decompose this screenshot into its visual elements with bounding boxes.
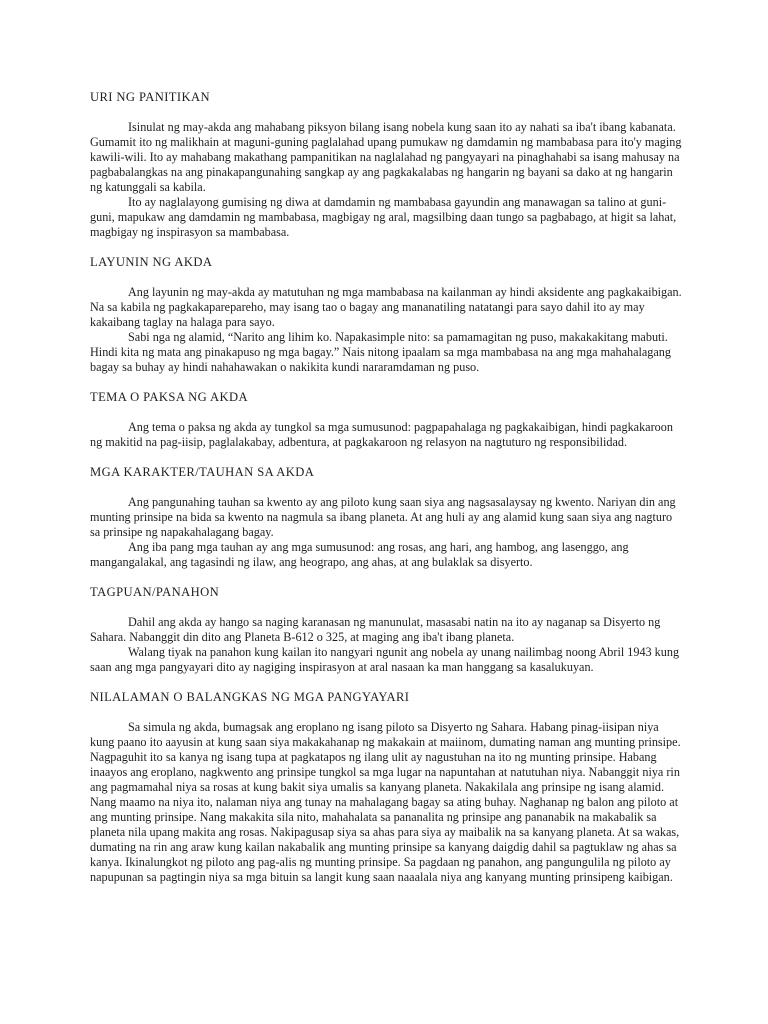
section-heading: URI NG PANITIKAN [90,90,210,104]
document-section [90,390,683,450]
paragraph: Sabi nga ng alamid, “Narito ang lihim ko. Napakasimple nito: sa pamamagitan ng puso, makakakitang mabuti. Hindi kita ng mata ang pinakapuso ng mga bagay.” Nais nitong ipaalam sa mga mambabasa na ang mga mahahalagang bagay sa buhay ay hindi nahahawakan o nakikita kundi nararamdaman ng puso. [90,330,671,374]
paragraph: Ang pangunahing tauhan sa kwento ay ang piloto kung saan siya ang nagsasalaysay ng kwento. Nariyan din ang munting prinsipe na bida sa kwento na nagmula sa ibang planeta. At ang huli ay ang alamid kung saan siya ang nagturo sa prinsipe ng napakahalagang bagay. [90,495,676,539]
section-heading: TEMA O PAKSA NG AKDA [90,390,248,404]
paragraph: Dahil ang akda ay hango sa naging karanasan ng manunulat, masasabi natin na ito ay naganap sa Disyerto ng Sahara. Nabanggit din dito ang Planeta B-612 o 325, at maging ang iba't ibang planeta. [90,615,661,644]
section-heading: MGA KARAKTER/TAUHAN SA AKDA [90,465,315,479]
document-section [90,690,683,885]
document-section [90,90,683,240]
document-section [90,585,683,675]
paragraph: Sa simula ng akda, bumagsak ang eroplano ng isang piloto sa Disyerto ng Sahara. Habang pinag-iisipan niya kung paano ito aayusin at kung saan siya makakahanap ng makakain at maiinom, dumating naman ang munting prinsipe. Nagpaguhit ito sa kanya ng isang tupa at pagkatapos ng ilang ulit ay nagustuhan na ito ng munting prinsipe. Habang inaayos ang eroplano, nagkwento ang prinsipe tungkol sa mga lugar na napuntahan at natutuhan niya. Nabanggit niya rin ang pagmamahal niya sa rosas at kung bakit siya umalis sa kanyang planeta. Nakakilala ang prinsipe ng isang alamid. Nang maamo na niya ito, nalaman niya ang tunay na mahalagang bagay sa ating buhay. Naghanap ng balon ang piloto at ang munting prinsipe. Nang makakita sila nito, mahahalata sa pananalita ng prinsipe ang pananabik na makabalik sa planeta nila upang makita ang rosas. Nakipagusap siya sa ahas para siya ay maibalik na sa kanyang planeta. At sa wakas, dumating na rin ang araw kung kailan nakabalik ang munting prinsipe sa kanyang daigdig dahil sa pagtuklaw ng ahas sa kanya. Ikinalungkot ng piloto ang pag-alis ng munting prinsipe. Sa pagdaan ng panahon, ang pangungulila ng piloto ay napupunan sa pagtingin niya sa mga bituin sa langit kung saan naaalala niya ang kanyang munting prinsipeng kaibigan. [90,720,681,884]
document-body [90,90,683,900]
document-section [90,255,683,375]
section-heading: TAGPUAN/PANAHON [90,585,220,599]
paragraph: Ito ay naglalayong gumising ng diwa at damdamin ng mambabasa gayundin ang manawagan sa talino at guni-guni, mapukaw ang damdamin ng mambabasa, magbigay ng aral, magsilbing daan tungo sa pagbabago, at higit sa lahat, magbigay ng inspirasyon sa mambabasa. [90,195,677,239]
paragraph: Ang layunin ng may-akda ay matutuhan ng mga mambabasa na kailanman ay hindi aksidente ang pagkakaibigan. Na sa kabila ng pagkakaparepareho, may isang tao o bagay ang mananatiling natatangi para sayo dahil ito ay may kakaibang taglay na halaga para sayo. [90,285,682,329]
document-section [90,465,683,570]
section-heading: NILALAMAN O BALANGKAS NG MGA PANGYAYARI [90,690,410,704]
paragraph: Isinulat ng may-akda ang mahabang piksyon bilang isang nobela kung saan ito ay nahati sa iba't ibang kabanata. Gumamit ito ng malikhain at maguni-guning paglalahad upang pumukaw ng damdamin ng mambabasa para ito'y maging kawili-wili. Ito ay mahabang makathang pampanitikan na naglalahad ng pangyayari na pinaghahabi sa isang mahusay na pagbabalangkas na ang pinakapangunahing sangkap ay ang pagkakalabas ng hangarin ng bayani sa dako at ng hangarin ng katunggali sa kabila. [90,120,682,194]
paragraph: Ang tema o paksa ng akda ay tungkol sa mga sumusunod: pagpapahalaga ng pagkakaibigan, hindi pagkakaroon ng makitid na pag-iisip, paglalakabay, adbentura, at pagkakaroon ng relasyon na nagtuturo ng responsibilidad. [90,420,673,449]
paragraph: Ang iba pang mga tauhan ay ang mga sumusunod: ang rosas, ang hari, ang hambog, ang lasenggo, ang mangangalakal, ang tagasindi ng ilaw, ang heograpo, ang ahas, at ang bulaklak sa disyerto. [90,540,629,569]
paragraph: Walang tiyak na panahon kung kailan ito nangyari ngunit ang nobela ay unang nailimbag noong Abril 1943 kung saan ang mga pangyayari dito ay nagiging inspirasyon at aral nasaan ka man hanggang sa kasalukuyan. [90,645,680,674]
section-heading: LAYUNIN NG AKDA [90,255,213,269]
